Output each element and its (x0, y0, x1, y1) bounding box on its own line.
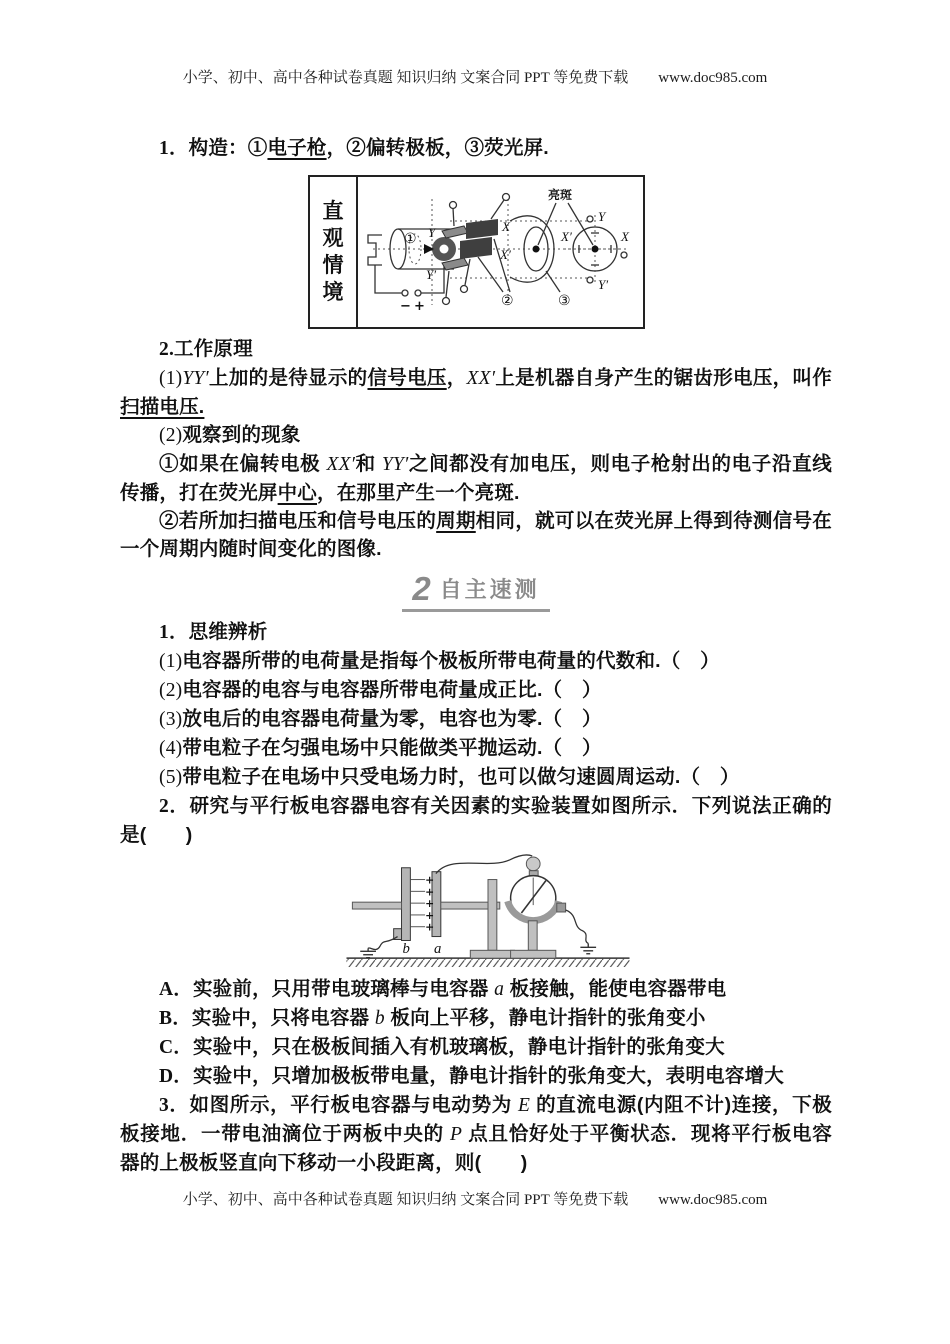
q2-option-a: A．实验前，只用带电玻璃棒与电容器 a 板接触，能使电容器带电 (159, 978, 727, 1000)
y-prime-plate-label: Y′ (426, 267, 437, 282)
plates-number-label: ② (501, 293, 514, 309)
principle-point-2: (2)观察到的现象 (159, 424, 301, 446)
x-prime-plate-label: X′ (500, 247, 511, 262)
q2-stem: 2．研究与平行板电容器电容有关因素的实验装置如图所示．下列说法正确的是( ) (120, 795, 832, 846)
figure-side-label-cell (310, 177, 358, 327)
plug-icon (368, 235, 382, 265)
screen-number-label: ③ (558, 293, 571, 309)
left-support-rod (352, 902, 401, 909)
bright-spot-dot (592, 246, 599, 253)
capacitor-experiment-figure (338, 854, 638, 968)
main-content (120, 134, 832, 1177)
minus-terminal-label: − (400, 299, 411, 314)
q2-option-d: D．实验中，只增加极板带电量，静电计指针的张角变大，表明电容增大 (159, 1065, 784, 1087)
stand-base (470, 950, 514, 958)
section-banner (402, 570, 549, 612)
ground-symbol-right (580, 943, 596, 953)
oscilloscope-diagram (358, 177, 643, 327)
footer-promo-text: 小学、初中、高中各种试卷真题 知识归纳 文案合同 PPT 等免费下载 (182, 1192, 629, 1208)
screen-y-label: Y (598, 209, 606, 224)
plate-b-label: b (402, 941, 410, 958)
x-plate-label: X (502, 219, 510, 234)
principle-heading: 2.工作原理 (159, 338, 253, 360)
gun-number-label: ① (404, 231, 417, 247)
plate-a-label: a (433, 941, 442, 958)
electroscope-base (511, 950, 556, 958)
page-footer (0, 1188, 950, 1209)
section-banner-wrap (120, 570, 832, 612)
oscilloscope-figure (308, 175, 645, 329)
q2-option-b: B．实验中，只将电容器 b 板向上平移，静电计指针的张角变小 (159, 1007, 706, 1029)
page-header (0, 66, 950, 87)
figure-side-label: 直观情境 (322, 200, 344, 304)
plus-charge: + (425, 885, 435, 899)
x-plate-bottom (460, 237, 492, 259)
plus-charge: + (425, 873, 435, 887)
q1-item-4: (4)带电粒子在匀强电场中只能做类平抛运动.（ ） (159, 737, 602, 759)
y-plate-top (442, 226, 468, 238)
section-title: 自主速测 (439, 577, 540, 602)
q2-option-c: C．实验中，只在极板间插入有机玻璃板，静电计指针的张角变大 (159, 1036, 725, 1058)
section-number: 2 (412, 570, 431, 607)
wire-a-to-electroscope (436, 855, 532, 874)
plus-charge: + (425, 897, 435, 911)
plus-charge: + (425, 908, 435, 922)
plus-terminal-label: + (414, 299, 425, 314)
stand-post (488, 880, 497, 951)
electroscope-ball (526, 857, 540, 871)
construction-line: 1．构造：①电子枪，②偏转极板，③荧光屏. (159, 137, 549, 159)
bright-spot-label: 亮斑 (548, 188, 573, 202)
header-promo-text: 小学、初中、高中各种试卷真题 知识归纳 文案合同 PPT 等免费下载 (182, 70, 629, 86)
ground-hatch (346, 958, 629, 967)
observation-2: ②若所加扫描电压和信号电压的周期相同，就可以在荧光屏上得到待测信号在一个周期内随时间变化的图像. (120, 510, 832, 560)
q1-heading: 1．思维辨析 (159, 621, 268, 643)
observation-1: ①如果在偏转电极 XX′和 YY′之间都没有加电压，则电子枪射出的电子沿直线传播，打在荧光屏中心，在那里产生一个亮斑. (120, 453, 833, 504)
footer-site-url: www.doc985.com (658, 1192, 768, 1208)
y-plate-label: Y (428, 225, 436, 240)
header-site-url: www.doc985.com (658, 70, 768, 86)
electroscope-post (528, 921, 537, 950)
q1-item-1: (1)电容器所带的电荷量是指每个极板所带电荷量的代数和.（ ） (159, 650, 720, 672)
q1-item-5: (5)带电粒子在电场中只受电场力时，也可以做匀速圆周运动.（ ） (159, 766, 740, 788)
x-plate-top (466, 219, 498, 239)
plus-charge: + (425, 920, 435, 934)
principle-point-1: (1)YY′上加的是待显示的信号电压，XX′上是机器自身产生的锯齿形电压，叫作扫描电压. (120, 367, 832, 418)
q1-item-2: (2)电容器的电容与电容器所带电荷量成正比.（ ） (159, 679, 602, 701)
screen-x-label: X (621, 229, 629, 244)
q1-item-3: (3)放电后的电容器电荷量为零，电容也为零.（ ） (159, 708, 602, 730)
screen-y-prime-label: Y′ (598, 277, 609, 292)
screen-x-prime-label: X′ (561, 229, 572, 244)
q3-stem: 3．如图所示，平行板电容器与电动势为 E 的直流电源(内阻不计)连接，下极板接地．一带电油滴位于两板中央的 P 点且恰好处于平衡状态．现将平行板电容器的上极板竖直向下移动一小段距离，则( ) (120, 1094, 832, 1174)
plate-b (402, 868, 411, 941)
